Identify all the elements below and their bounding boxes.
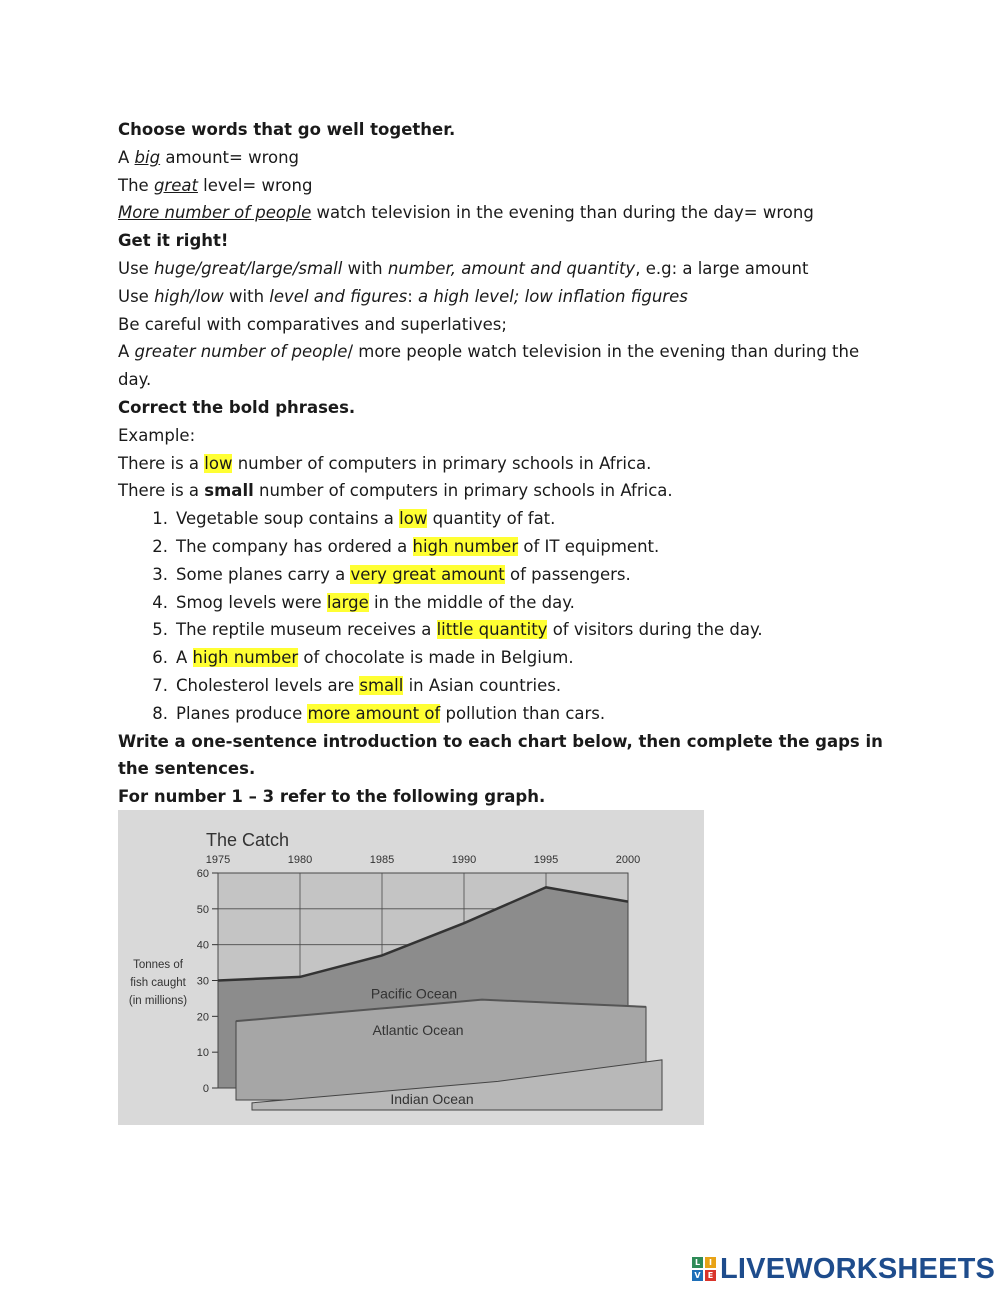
series-label-indian: Indian Ocean	[390, 1091, 474, 1107]
exercise-item: 8. Planes produce more amount of pollution than cars.	[152, 703, 606, 723]
y-tick-label: 30	[196, 975, 209, 988]
x-tick-label: 1975	[205, 854, 231, 866]
exercise-item: 6. A high number of chocolate is made in Belgium.	[152, 648, 574, 668]
wrong-example-1: A big amount= wrong	[118, 147, 300, 167]
y-tick-label: 50	[196, 903, 209, 916]
exercise-item: 1. Vegetable soup contains a low quantity of fat.	[152, 509, 556, 529]
wrong-example-2: The great level= wrong	[118, 175, 313, 195]
y-axis-label: (in millions)	[128, 995, 188, 1007]
highlighted-phrase: high number	[192, 648, 299, 668]
chart-title: The Catch	[206, 830, 290, 850]
exercise-list	[118, 505, 888, 727]
logo-mark	[692, 1257, 716, 1281]
worksheet-content	[118, 116, 888, 811]
wrong-example-3: More number of people watch television in the evening than during the day= wrong	[118, 203, 814, 223]
exercise-item: 3. Some planes carry a very great amount of passengers.	[152, 564, 631, 584]
rule-4: A greater number of people/ more people watch television in the evening than during the day.	[118, 342, 860, 390]
exercise-item: 2. The company has ordered a high number of IT equipment.	[152, 536, 660, 556]
graph-reference: For number 1 – 3 refer to the following graph.	[118, 787, 546, 807]
y-axis-label: fish caught	[130, 977, 186, 989]
rule-1: Use huge/great/large/small with number, amount and quantity, e.g: a large amount	[118, 258, 809, 278]
catch-chart	[118, 810, 704, 1125]
highlighted-phrase: high number	[412, 536, 519, 556]
highlighted-phrase: low	[399, 509, 428, 529]
y-tick-label: 60	[196, 868, 209, 880]
chart-svg	[118, 810, 704, 1125]
liveworksheets-logo	[692, 1253, 995, 1285]
highlighted-phrase: little quantity	[436, 620, 548, 640]
exercise-item: 7. Cholesterol levels are small in Asian countries.	[152, 675, 562, 695]
x-tick-label: 1980	[287, 854, 313, 866]
highlighted-phrase: large	[326, 592, 369, 612]
highlighted-phrase: small	[359, 675, 404, 695]
logo-text: LIVEWORKSHEETS	[720, 1252, 996, 1285]
logo-cell: I	[705, 1257, 716, 1268]
exercise-item: 4. Smog levels were large in the middle of the day.	[152, 592, 575, 612]
example-label: Example:	[118, 425, 196, 445]
y-tick-label: 10	[196, 1047, 209, 1060]
example-wrong: There is a low number of computers in primary schools in Africa.	[118, 453, 652, 473]
y-tick-label: 40	[196, 939, 209, 952]
series-label-pacific: Pacific Ocean	[370, 985, 458, 1002]
x-tick-label: 2000	[615, 854, 641, 866]
logo-cell: L	[692, 1257, 703, 1268]
rule-3: Be careful with comparatives and superlatives;	[118, 314, 507, 334]
y-tick-label: 0	[202, 1083, 209, 1095]
writing-instruction: Write a one-sentence introduction to each chart below, then complete the gaps in the sentences.	[118, 731, 883, 779]
example-correct: There is a small number of computers in primary schools in Africa.	[118, 481, 673, 501]
x-tick-label: 1990	[451, 854, 477, 866]
x-tick-label: 1995	[533, 854, 559, 866]
section-heading-correct: Correct the bold phrases.	[118, 397, 356, 417]
exercise-item: 5. The reptile museum receives a little quantity of visitors during the day.	[152, 620, 763, 640]
series-label-atlantic: Atlantic Ocean	[372, 1021, 464, 1038]
section-heading-get-it-right: Get it right!	[118, 231, 229, 251]
logo-cell: E	[705, 1270, 716, 1281]
highlighted-phrase: very great amount	[350, 564, 505, 584]
y-axis-label: Tonnes of	[133, 959, 183, 971]
highlighted-phrase: more amount of	[307, 703, 441, 723]
y-tick-label: 20	[196, 1011, 209, 1024]
x-tick-label: 1985	[369, 854, 395, 866]
rule-2: Use high/low with level and figures: a high level; low inflation figures	[118, 286, 688, 306]
section-heading-collocations: Choose words that go well together.	[118, 120, 456, 139]
logo-cell: V	[692, 1270, 703, 1281]
